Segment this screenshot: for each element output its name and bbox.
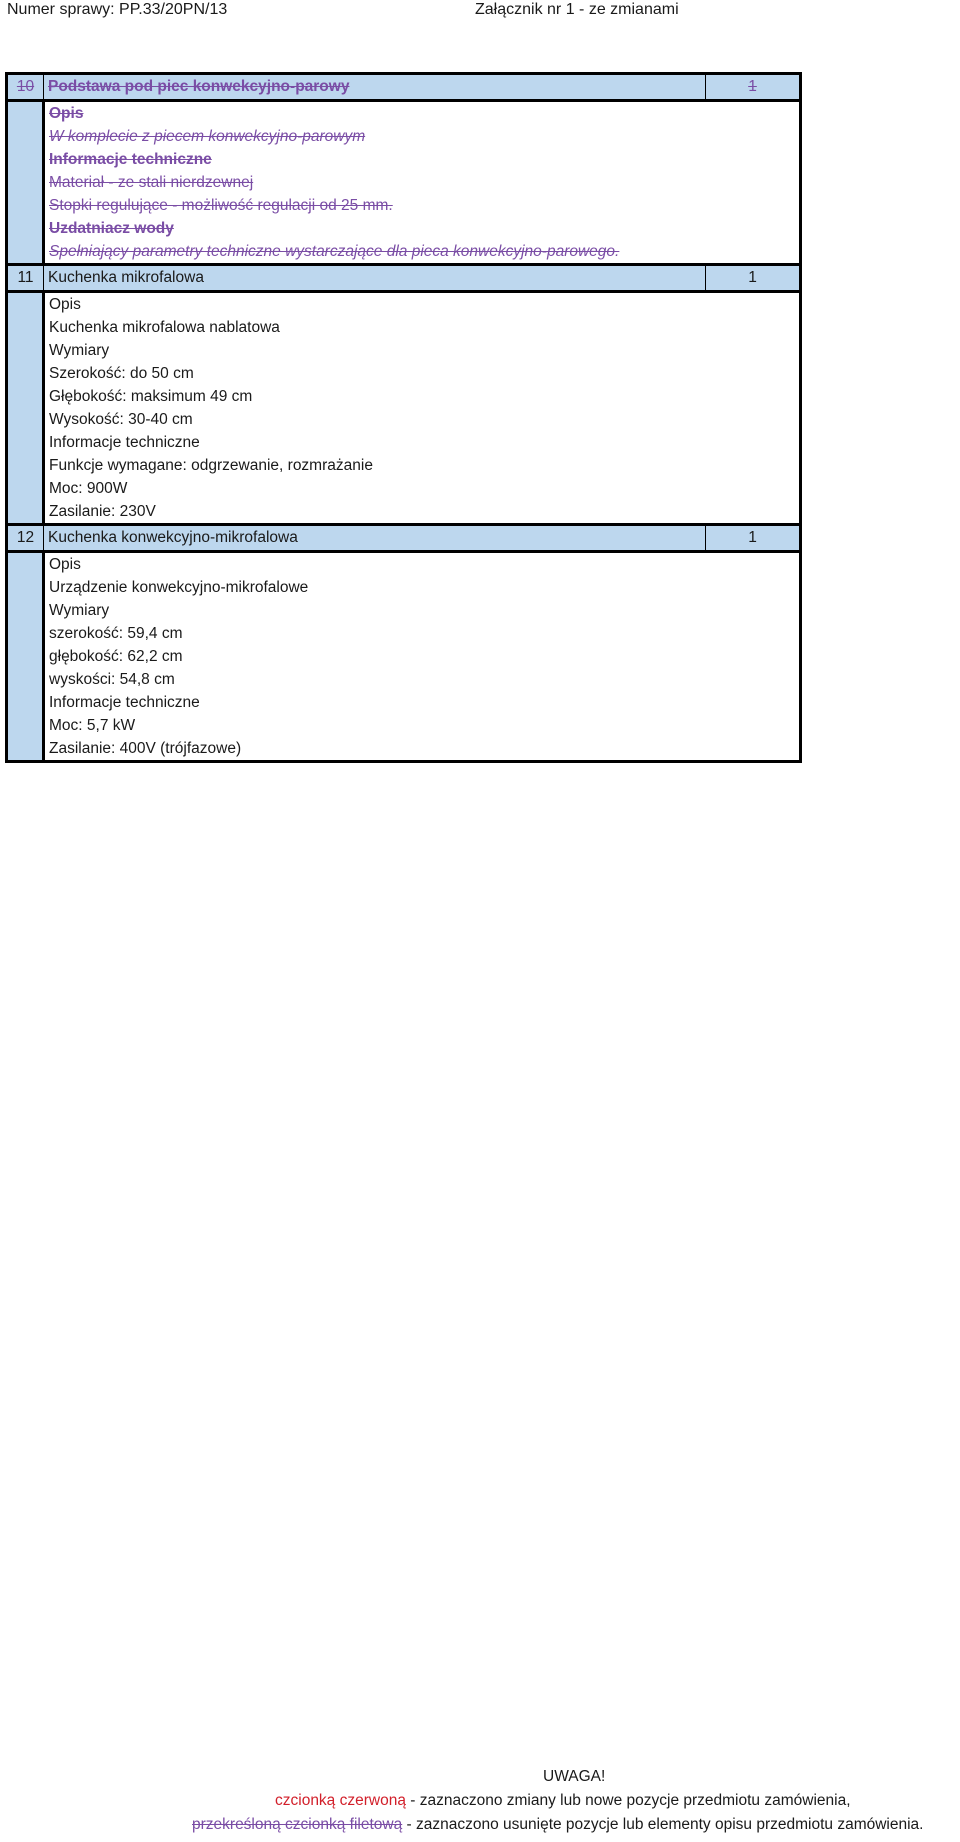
- case-number: Numer sprawy: PP.33/20PN/13: [7, 1, 228, 18]
- legend-changes: [275, 1792, 851, 1810]
- legend-purple-term: przekreśloną czcionką filetową: [192, 1816, 403, 1833]
- warning-title: UWAGA!: [543, 1768, 606, 1785]
- item-name: Kuchenka mikrofalowa: [44, 265, 706, 292]
- item-number: 12: [7, 525, 44, 552]
- description-heading: Informacje techniczne: [49, 434, 200, 451]
- description-line: Materiał - ze stali nierdzewnej: [49, 174, 254, 191]
- item-row-11: [7, 265, 801, 292]
- description-line: Stopki regulujące - możliwość regulacji od 25 mm.: [49, 197, 393, 214]
- item-number: 10: [7, 74, 44, 101]
- description-heading: Informacje techniczne: [49, 694, 200, 711]
- description-line: Spełniający parametry techniczne wystarczające dla pieca konwekcyjno-parowego.: [49, 243, 620, 260]
- description-line: Zasilanie: 230V: [49, 503, 156, 520]
- legend-purple-description: - zaznaczono usunięte pozycje lub elementy opisu przedmiotu zamówienia.: [402, 1816, 924, 1833]
- description-line: Moc: 5,7 kW: [49, 717, 136, 734]
- description-heading: Opis: [49, 556, 81, 573]
- page-header: [0, 0, 960, 24]
- item-description-11: [7, 292, 801, 525]
- item-quantity: 1: [706, 265, 801, 292]
- description-heading: Opis: [49, 296, 81, 313]
- legend-red-description: - zaznaczono zmiany lub nowe pozycje przedmiotu zamówienia,: [405, 1792, 851, 1809]
- description-line: Informacje techniczne: [49, 151, 212, 168]
- item-row-10: [7, 74, 801, 101]
- item-row-12: [7, 525, 801, 552]
- legend-deletions: [192, 1816, 923, 1834]
- description-line: Urządzenie konwekcyjno-mikrofalowe: [49, 579, 309, 596]
- description-line: Wysokość: 30-40 cm: [49, 411, 193, 428]
- item-name: Podstawa pod piec konwekcyjno-parowy: [44, 74, 706, 101]
- items-table: [5, 72, 802, 763]
- description-line: Głębokość: maksimum 49 cm: [49, 388, 253, 405]
- item-quantity: 1: [706, 525, 801, 552]
- item-number: 11: [7, 265, 44, 292]
- item-description-12: [7, 552, 801, 762]
- description-line: Funkcje wymagane: odgrzewanie, rozmrażanie: [49, 457, 373, 474]
- description-line: W komplecie z piecem konwekcyjno-parowym: [49, 128, 366, 145]
- description-heading: Wymiary: [49, 342, 110, 359]
- description-line: Opis: [49, 105, 84, 122]
- annex-title: Załącznik nr 1 - ze zmianami: [475, 1, 679, 18]
- description-line: Szerokość: do 50 cm: [49, 365, 194, 382]
- description-line: Zasilanie: 400V (trójfazowe): [49, 740, 242, 757]
- description-heading: Wymiary: [49, 602, 110, 619]
- item-name: Kuchenka konwekcyjno-mikrofalowa: [44, 525, 706, 552]
- legend-red-term: czcionką czerwoną: [275, 1792, 406, 1809]
- item-description-10: [7, 101, 801, 265]
- description-line: głębokość: 62,2 cm: [49, 648, 183, 665]
- description-line: szerokość: 59,4 cm: [49, 625, 183, 642]
- description-line: wyskości: 54,8 cm: [49, 671, 175, 688]
- description-line: Uzdatniacz wody: [49, 220, 174, 237]
- description-line: Moc: 900W: [49, 480, 128, 497]
- description-line: Kuchenka mikrofalowa nablatowa: [49, 319, 280, 336]
- item-quantity: 1: [706, 74, 801, 101]
